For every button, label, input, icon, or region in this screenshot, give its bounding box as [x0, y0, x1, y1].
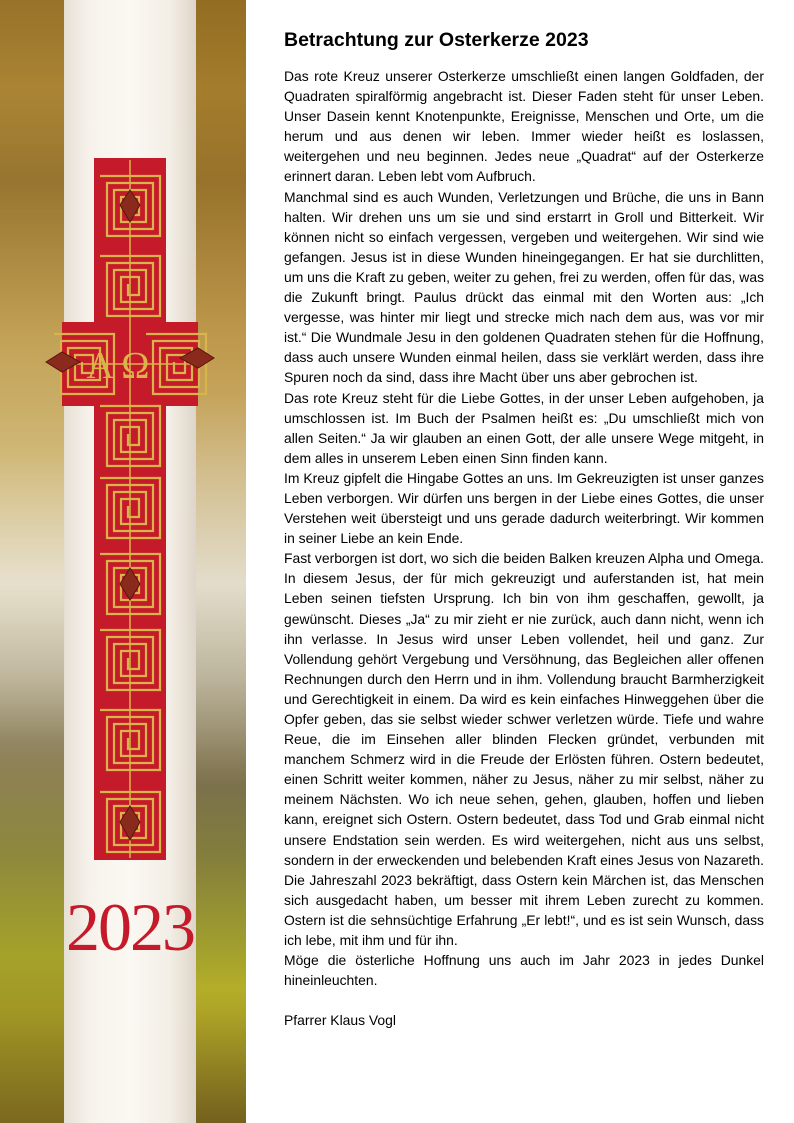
easter-candle-photo: [0, 0, 246, 1123]
page-title: Betrachtung zur Osterkerze 2023: [284, 29, 589, 51]
reflection-text: [284, 28, 764, 1030]
paragraph: Das rote Kreuz steht für die Liebe Gottes, in der unser Leben aufgehoben, ja umschlossen ist. Im Buch der Psalmen heißt es: „Du umschließt mich von allen Seiten.“ Ja wir glauben an einen Gott, der alle unsere Wege mitgeht, in dem alles in unserem Leben einen Sinn finden kann.: [284, 389, 764, 466]
alpha-omega-label: A Ω: [86, 345, 150, 387]
paragraph: Möge die österliche Hoffnung uns auch im Jahr 2023 in jedes Dunkel hineinleuchten.: [284, 952, 764, 989]
signature: Pfarrer Klaus Vogl: [284, 1012, 396, 1029]
paragraph: Manchmal sind es auch Wunden, Verletzungen und Brüche, die uns in Bann halten. Wir drehen uns um sie und sind erstarrt in Groll und Bitterkeit. Wir können nicht so einfach vergessen, vergeben und weitergehen. Wir sind wie gefangen. Jesus ist in diese Wunden hineingegangen. Er hat sie durchlitten, um uns die Kraft zu geben, weiter zu gehen, frei zu werden, offen für das, was die Zukunft bringt. Paulus drückt das einmal mit den Worten aus: „Ich vergesse, was hinter mir liegt und strecke mich nach dem aus, was vor mir ist.“ Die Wundmale Jesu in den goldenen Quadraten stehen für die Hoffnung, dass auch unsere Wunden einmal heilen, dass sie verklärt werden, dass ihre Spuren noch da sind, dass ihre Macht über uns aber gebrochen ist.: [284, 188, 765, 386]
paragraph: Im Kreuz gipfelt die Hingabe Gottes an uns. Im Gekreuzigten ist unser ganzes Leben verborgen. Wir dürfen uns bergen in der Liebe eines Gottes, die unser Verstehen weit übersteigt und uns gerade dadurch weiterbringt. Wir kommen in seiner Liebe an kein Ende.: [284, 469, 764, 547]
candle-year: 2023: [66, 889, 194, 965]
paragraph: Fast verborgen ist dort, wo sich die beiden Balken kreuzen Alpha und Omega. In diesem Jesus, der für mich gekreuzigt und auferstanden ist, hat mein Leben seinen tiefsten Ursprung. Ich bin von ihm geschaffen, gewollt, ja gewünscht. Dieses „Ja“ zu mir zieht er nie zurück, auch dann nicht, wenn ich ihn verlasse. In Jesus wird unser Leben vollendet, heil und ganz. Zur Vollendung gehört Vergebung und Versöhnung, das Begleichen aller offenen Rechnungen durch den Herrn und in ihm. Vollendung braucht Barmherzigkeit und Gerechtigkeit in einem. Da wird es kein einfaches Hinweggehen über die Opfer geben, das sie selbst wieder schwer verletzen würde. Tiefe und wahre Reue, die im Einsehen aller blinden Flecken gründet, verbunden mit manchem Schmerz wird in die Freude der Erlösten führen. Ostern bedeutet, einen Schritt weiter kommen, näher zu Jesus, näher zu mir selbst, näher zu meinem Nächsten. Wo ich neue sehen, gehen, glauben, hoffen und lieben kann, ereignet sich Ostern. Ostern bedeutet, dass Tod und Grab einmal nicht unsere Endstation sein werden. Es wird weitergehen, nicht aus uns selbst, sondern in der erweckenden und belebenden Kraft eines Jesus von Nazareth. Die Jahreszahl 2023 bekräftigt, dass Ostern kein Märchen ist, das Menschen sich ausgedacht haben, um besser mit ihrem Leben zurecht zu kommen. Ostern ist die sehnsüchtige Erfahrung „Er lebt!“, und es ist sein Wunsch, dass ich lebe, mit ihm und für ihn.: [284, 550, 764, 949]
paragraph: Das rote Kreuz unserer Osterkerze umschließt einen langen Goldfaden, der Quadraten spiralförmig angebracht ist. Dieser Faden steht für unser Leben. Unser Dasein kennt Knotenpunkte, Ereignisse, Menschen und Orte, um die herum und aus denen wir leben. Immer wieder heißt es loslassen, weitergehen und neu beginnen. Jedes neue „Quadrat“ auf der Osterkerze erinnert daran. Leben lebt vom Aufbruch.: [284, 68, 764, 185]
